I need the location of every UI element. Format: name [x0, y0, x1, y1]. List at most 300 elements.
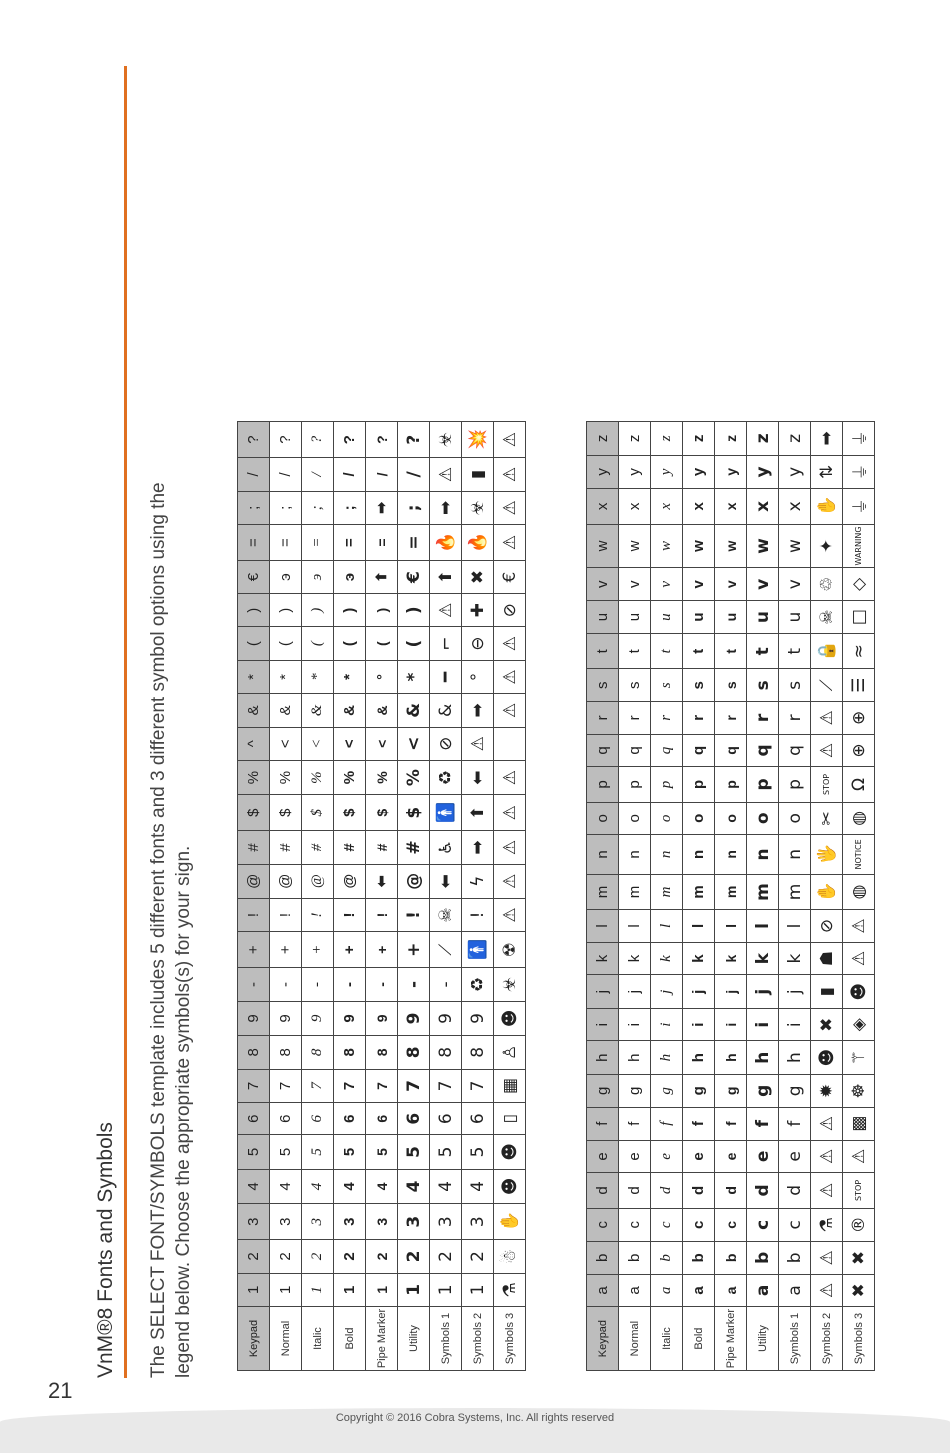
glyph-cell: ) [270, 594, 302, 627]
glyph-cell: ⚠ [811, 1173, 843, 1208]
copyright: Copyright © 2016 Cobra Systems, Inc. All rights reserved [335, 1412, 615, 1424]
glyph-cell: 4 [462, 1169, 494, 1204]
glyph-cell: ▩ [843, 1107, 875, 1140]
glyph-cell: j [651, 975, 683, 1009]
glyph-cell: € [398, 561, 430, 594]
glyph-cell: * [334, 660, 366, 693]
glyph-cell: s [619, 669, 651, 702]
glyph-cell: b [715, 1242, 747, 1275]
glyph-cell: k [715, 942, 747, 975]
row-label: Pipe Marker [715, 1307, 747, 1371]
glyph-cell: v [619, 568, 651, 601]
glyph-cell: 7 [366, 1069, 398, 1103]
glyph-cell: ⚠ [811, 1242, 843, 1275]
glyph-cell: o [651, 802, 683, 834]
glyph-cell: + [270, 932, 302, 968]
glyph-cell: 🔒 [811, 634, 843, 669]
key-header-cell: @ [238, 864, 270, 898]
glyph-cell: m [715, 874, 747, 909]
glyph-cell: 3 [462, 1204, 494, 1240]
glyph-cell: c [747, 1208, 779, 1241]
table-row [587, 422, 619, 1371]
glyph-cell: 7 [462, 1069, 494, 1103]
glyph-cell: m [651, 874, 683, 909]
table-row [302, 422, 334, 1371]
glyph-cell: s [779, 669, 811, 702]
glyph-cell: & [366, 694, 398, 727]
glyph-cell: q [779, 734, 811, 767]
glyph-cell: 6 [366, 1103, 398, 1135]
glyph-cell: Ω [843, 767, 875, 802]
glyph-cell: + [302, 932, 334, 968]
glyph-cell: ♙ [494, 1036, 526, 1069]
glyph-cell: ➡ [366, 491, 398, 524]
glyph-cell: j [683, 975, 715, 1009]
key-header-cell: j [587, 975, 619, 1009]
glyph-cell: l [715, 910, 747, 943]
glyph-cell: d [619, 1173, 651, 1208]
glyph-cell: ! [302, 898, 334, 931]
glyph-cell: $ [398, 795, 430, 831]
glyph-cell: ⊘ [494, 594, 526, 627]
glyph-cell: n [683, 835, 715, 875]
glyph-cell: z [651, 422, 683, 456]
glyph-cell: h [651, 1041, 683, 1075]
glyph-cell: 9 [270, 1001, 302, 1036]
glyph-cell: э [270, 561, 302, 594]
glyph-cell: & [430, 694, 462, 727]
glyph-cell: k [619, 942, 651, 975]
glyph-cell: m [683, 874, 715, 909]
glyph-cell: ⚠ [494, 694, 526, 727]
glyph-cell: ➡ [430, 491, 462, 524]
row-label: Symbols 3 [494, 1307, 526, 1371]
glyph-cell: 3 [430, 1204, 462, 1240]
glyph-cell: @ [398, 864, 430, 898]
glyph-cell: 4 [334, 1169, 366, 1204]
glyph-cell: d [779, 1173, 811, 1208]
glyph-cell: 2 [366, 1240, 398, 1273]
glyph-cell: / [366, 458, 398, 491]
glyph-cell: x [651, 489, 683, 524]
glyph-cell: 9 [398, 1001, 430, 1036]
glyph-cell: 🔥 [462, 525, 494, 561]
glyph-cell: ° [462, 660, 494, 693]
glyph-cell: ⇅ [811, 455, 843, 488]
table-row [494, 422, 526, 1371]
key-header-cell: q [587, 734, 619, 767]
glyph-cell: 7 [270, 1069, 302, 1103]
key-header-cell: / [238, 458, 270, 491]
glyph-cell: g [683, 1075, 715, 1108]
glyph-cell: f [651, 1107, 683, 1140]
glyph-cell: # [398, 831, 430, 864]
legend-table-letters [586, 421, 875, 1371]
glyph-cell: 5 [270, 1135, 302, 1170]
glyph-cell: < [270, 727, 302, 760]
glyph-cell: ▮ [811, 975, 843, 1009]
glyph-cell: ; [270, 491, 302, 524]
glyph-cell: 8 [398, 1036, 430, 1069]
glyph-cell: ⚠ [494, 525, 526, 561]
glyph-cell: ⊘ [811, 910, 843, 943]
glyph-cell: ⚠ [811, 1107, 843, 1140]
glyph-cell: 7 [398, 1069, 430, 1103]
glyph-cell: u [779, 601, 811, 634]
glyph-cell: n [651, 835, 683, 875]
key-header-cell: % [238, 760, 270, 794]
glyph-cell: u [715, 601, 747, 634]
table-row [334, 422, 366, 1371]
glyph-cell: o [683, 802, 715, 834]
key-header-cell: a [587, 1274, 619, 1307]
key-header-cell: m [587, 874, 619, 909]
glyph-cell: 2 [430, 1240, 462, 1273]
glyph-cell: ✋ [811, 874, 843, 909]
glyph-cell: ⚠ [811, 1274, 843, 1307]
glyph-cell: ➡ [462, 831, 494, 864]
glyph-cell: @ [270, 864, 302, 898]
glyph-cell: c [619, 1208, 651, 1241]
glyph-cell: / [270, 458, 302, 491]
row-label: Symbols 1 [779, 1307, 811, 1371]
glyph-cell: ◍ [843, 874, 875, 909]
glyph-cell: g [715, 1075, 747, 1108]
glyph-cell: 9 [462, 1001, 494, 1036]
glyph-cell: - [430, 968, 462, 1001]
glyph-cell: t [715, 634, 747, 669]
glyph-cell: ☻ [494, 1135, 526, 1170]
glyph-cell: = [334, 525, 366, 561]
glyph-cell: ⚠ [494, 458, 526, 491]
key-header-cell: v [587, 568, 619, 601]
glyph-cell: ⚠ [811, 702, 843, 735]
glyph-cell: w [779, 524, 811, 568]
glyph-cell: ☣ [494, 968, 526, 1001]
key-header-cell: l [587, 910, 619, 943]
key-header-cell: 9 [238, 1001, 270, 1036]
glyph-cell: ; [334, 491, 366, 524]
key-header-cell: $ [238, 795, 270, 831]
glyph-cell: r [651, 702, 683, 735]
glyph-cell: d [651, 1173, 683, 1208]
legend-table-symbols-keys [237, 421, 526, 1371]
glyph-cell: g [747, 1075, 779, 1108]
glyph-cell: ◇ [843, 568, 875, 601]
glyph-cell: < [366, 727, 398, 760]
glyph-cell: ? [270, 422, 302, 458]
glyph-cell: l [683, 910, 715, 943]
key-header-cell: ( [238, 627, 270, 660]
glyph-cell: ( [302, 627, 334, 660]
glyph-cell: ⌐ [430, 627, 462, 660]
glyph-cell: 3 [334, 1204, 366, 1240]
glyph-cell: f [715, 1107, 747, 1140]
glyph-cell: v [747, 568, 779, 601]
glyph-cell: ⚠ [811, 734, 843, 767]
glyph-cell: 9 [366, 1001, 398, 1036]
table-row [398, 422, 430, 1371]
glyph-cell: m [619, 874, 651, 909]
glyph-cell: o [715, 802, 747, 834]
glyph-cell: ☰ [843, 669, 875, 702]
glyph-cell: ⬆ [430, 561, 462, 594]
glyph-cell: ✋ [811, 489, 843, 524]
key-header-cell: u [587, 601, 619, 634]
key-header-cell: & [238, 694, 270, 727]
glyph-cell: l [619, 910, 651, 943]
key-header-cell: y [587, 455, 619, 488]
glyph-cell: d [715, 1173, 747, 1208]
row-label: Keypad [238, 1307, 270, 1371]
row-label: Normal [270, 1307, 302, 1371]
glyph-cell: q [715, 734, 747, 767]
glyph-cell: ⬅ [430, 864, 462, 898]
glyph-cell: q [651, 734, 683, 767]
glyph-cell: ⏚ [843, 422, 875, 456]
glyph-cell: o [779, 802, 811, 834]
glyph-cell: ➡ [462, 694, 494, 727]
glyph-cell: l [651, 910, 683, 943]
glyph-cell: ♻ [462, 968, 494, 1001]
row-label: Symbols 1 [430, 1307, 462, 1371]
key-header-cell: d [587, 1173, 619, 1208]
glyph-cell: ? [302, 422, 334, 458]
glyph-cell: w [619, 524, 651, 568]
glyph-cell: a [683, 1274, 715, 1307]
table-row [747, 422, 779, 1371]
glyph-cell: ☃ [494, 1240, 526, 1273]
glyph-cell: 2 [334, 1240, 366, 1273]
glyph-cell: f [619, 1107, 651, 1140]
glyph-cell: ☠ [811, 601, 843, 634]
row-label: Symbols 2 [811, 1307, 843, 1371]
glyph-cell: e [747, 1140, 779, 1173]
glyph-cell: - [398, 968, 430, 1001]
glyph-cell: n [747, 835, 779, 875]
row-label: Bold [683, 1307, 715, 1371]
glyph-cell: ⚠ [843, 1140, 875, 1173]
glyph-cell: 4 [270, 1169, 302, 1204]
key-header-cell: ; [238, 491, 270, 524]
glyph-cell: * [398, 660, 430, 693]
glyph-cell: i [619, 1009, 651, 1041]
glyph-cell: 5 [462, 1135, 494, 1170]
glyph-cell: n [619, 835, 651, 875]
glyph-cell: l [779, 910, 811, 943]
key-header-cell: r [587, 702, 619, 735]
glyph-cell: ( [334, 627, 366, 660]
glyph-cell: y [779, 455, 811, 488]
page-number: 21 [48, 1378, 73, 1403]
glyph-cell: < [334, 727, 366, 760]
glyph-cell: # [366, 831, 398, 864]
glyph-cell: p [651, 767, 683, 802]
glyph-cell: % [302, 760, 334, 794]
glyph-cell: @ [334, 864, 366, 898]
glyph-cell: 9 [430, 1001, 462, 1036]
glyph-cell: t [779, 634, 811, 669]
glyph-cell: 8 [430, 1036, 462, 1069]
glyph-cell: $ [302, 795, 334, 831]
glyph-cell: 3 [302, 1204, 334, 1240]
glyph-cell: ✖ [843, 1242, 875, 1275]
glyph-cell: ( [270, 627, 302, 660]
key-header-cell: + [238, 932, 270, 968]
glyph-cell: ⬅ [366, 864, 398, 898]
glyph-cell: ⚠ [494, 627, 526, 660]
glyph-cell: ➡ [811, 422, 843, 456]
glyph-cell: g [779, 1075, 811, 1108]
glyph-cell: 1 [398, 1273, 430, 1306]
glyph-cell: w [683, 524, 715, 568]
glyph-cell: t [651, 634, 683, 669]
glyph-cell: ® [843, 1208, 875, 1241]
glyph-cell: ⚠ [811, 1140, 843, 1173]
key-header-cell: w [587, 524, 619, 568]
glyph-cell: ; [302, 491, 334, 524]
glyph-cell: z [779, 422, 811, 456]
key-header-cell: t [587, 634, 619, 669]
glyph-cell: ⚠ [462, 727, 494, 760]
glyph-cell: ━ [430, 660, 462, 693]
glyph-cell: a [619, 1274, 651, 1307]
glyph-cell: 8 [302, 1036, 334, 1069]
glyph-cell: 3 [366, 1204, 398, 1240]
glyph-cell: 7 [334, 1069, 366, 1103]
glyph-cell: a [747, 1274, 779, 1307]
key-header-cell: s [587, 669, 619, 702]
glyph-cell: % [366, 760, 398, 794]
glyph-cell: q [683, 734, 715, 767]
glyph-cell: @ [302, 864, 334, 898]
key-header-cell: n [587, 835, 619, 875]
glyph-cell: - [366, 968, 398, 1001]
glyph-cell: a [715, 1274, 747, 1307]
glyph-cell: - [302, 968, 334, 1001]
glyph-cell: 5 [302, 1135, 334, 1170]
glyph-cell: b [683, 1242, 715, 1275]
glyph-cell: a [651, 1274, 683, 1307]
glyph-cell: 2 [462, 1240, 494, 1273]
key-header-cell: k [587, 942, 619, 975]
glyph-cell: + [398, 932, 430, 968]
glyph-cell: ✂ [811, 802, 843, 834]
glyph-cell: ⚠ [843, 942, 875, 975]
key-header-cell: * [238, 660, 270, 693]
glyph-cell: + [366, 932, 398, 968]
glyph-cell: WARNING [843, 524, 875, 568]
glyph-cell: s [683, 669, 715, 702]
table-row [715, 422, 747, 1371]
glyph-cell: ⚠ [494, 898, 526, 931]
glyph-cell: 6 [430, 1103, 462, 1135]
glyph-cell: z [715, 422, 747, 456]
glyph-cell: p [747, 767, 779, 802]
glyph-cell: 4 [302, 1169, 334, 1204]
glyph-cell: % [334, 760, 366, 794]
glyph-cell: 💥 [462, 422, 494, 458]
glyph-cell: ⚠ [843, 910, 875, 943]
glyph-cell: a [779, 1274, 811, 1307]
key-header-cell: h [587, 1041, 619, 1075]
glyph-cell: & [270, 694, 302, 727]
table-row [238, 422, 270, 1371]
table-row [683, 422, 715, 1371]
glyph-cell: & [302, 694, 334, 727]
glyph-cell: ⚠ [494, 660, 526, 693]
page-title: VnM®8 Fonts and Symbols [94, 1122, 117, 1378]
glyph-cell: r [715, 702, 747, 735]
glyph-cell: m [779, 874, 811, 909]
glyph-cell: z [683, 422, 715, 456]
glyph-cell: 4 [366, 1169, 398, 1204]
glyph-cell: j [747, 975, 779, 1009]
glyph-cell: ⚠ [494, 760, 526, 794]
glyph-cell: 5 [430, 1135, 462, 1170]
glyph-cell: ☻ [811, 1041, 843, 1075]
glyph-cell: 8 [366, 1036, 398, 1069]
glyph-cell: y [683, 455, 715, 488]
key-header-cell: € [238, 561, 270, 594]
glyph-cell: h [715, 1041, 747, 1075]
glyph-cell: ) [302, 594, 334, 627]
glyph-cell: ≈ [843, 634, 875, 669]
glyph-cell: ⏚ [843, 455, 875, 488]
glyph-cell: 1 [302, 1273, 334, 1306]
glyph-cell: ▮ [462, 458, 494, 491]
glyph-cell: i [779, 1009, 811, 1041]
glyph-cell: ⬆ [366, 561, 398, 594]
glyph-cell: h [779, 1041, 811, 1075]
glyph-cell: ⚠ [494, 864, 526, 898]
glyph-cell: ( [366, 627, 398, 660]
glyph-cell: ⚠ [494, 422, 526, 458]
key-header-cell: 6 [238, 1103, 270, 1135]
glyph-cell: ° [366, 660, 398, 693]
glyph-cell: 8 [270, 1036, 302, 1069]
glyph-cell: ♻ [430, 760, 462, 794]
key-header-cell: x [587, 489, 619, 524]
glyph-cell: 6 [398, 1103, 430, 1135]
glyph-cell: x [683, 489, 715, 524]
glyph-cell: m [747, 874, 779, 909]
glyph-cell: p [779, 767, 811, 802]
glyph-cell: 6 [270, 1103, 302, 1135]
glyph-cell: ⚠ [430, 458, 462, 491]
glyph-cell: e [715, 1140, 747, 1173]
glyph-cell: 7 [302, 1069, 334, 1103]
glyph-cell: n [715, 835, 747, 875]
glyph-cell: 2 [398, 1240, 430, 1273]
glyph-cell: y [715, 455, 747, 488]
glyph-cell: ☻ [494, 1169, 526, 1204]
glyph-cell: j [619, 975, 651, 1009]
glyph-cell: s [651, 669, 683, 702]
glyph-cell: 5 [366, 1135, 398, 1170]
glyph-cell: ✚ [462, 594, 494, 627]
glyph-cell: e [779, 1140, 811, 1173]
glyph-cell: * [270, 660, 302, 693]
glyph-cell: 5 [398, 1135, 430, 1170]
row-label: Keypad [587, 1307, 619, 1371]
glyph-cell: NOTICE [843, 835, 875, 875]
glyph-cell: ♲ [811, 568, 843, 601]
glyph-cell: w [747, 524, 779, 568]
glyph-cell: v [715, 568, 747, 601]
key-header-cell: 1 [238, 1273, 270, 1306]
glyph-cell: % [398, 760, 430, 794]
